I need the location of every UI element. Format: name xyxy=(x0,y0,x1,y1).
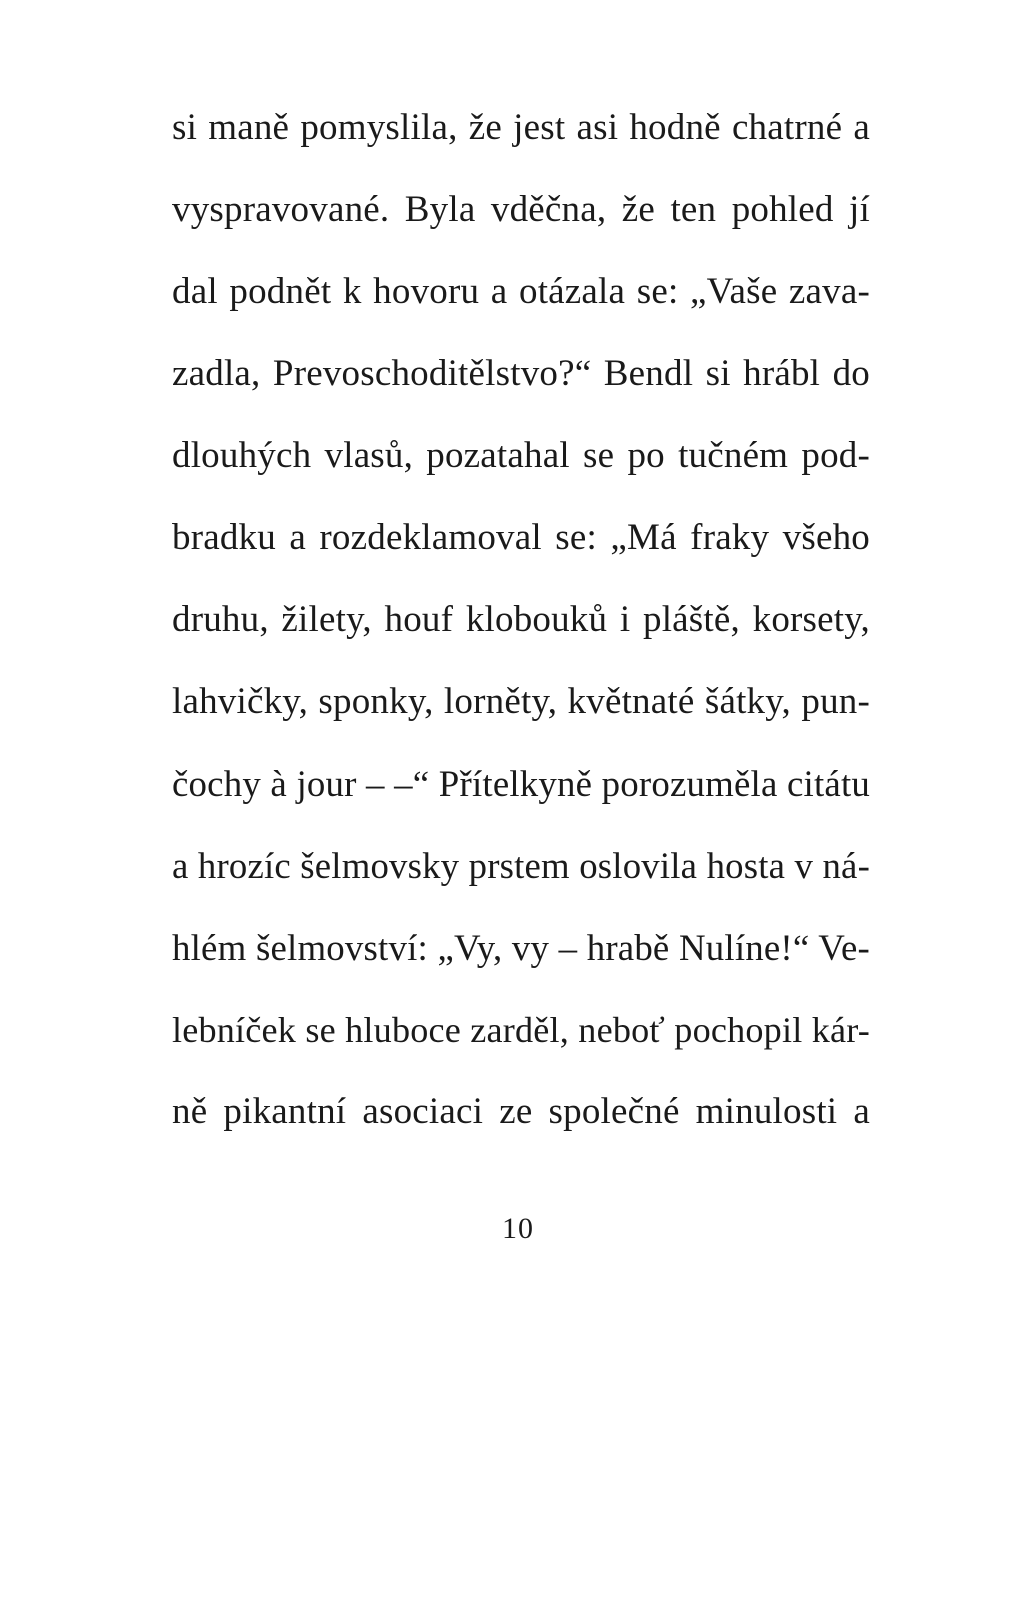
text-line: dlouhých vlasů, pozatahal se po tučném pod- xyxy=(172,435,870,476)
text-line: ně pikantní asociaci ze společné minulosti a xyxy=(172,1091,870,1132)
page-number: 10 xyxy=(502,1212,534,1245)
text-line: druhu, žilety, houf klobouků i pláště, korsety, xyxy=(172,599,870,640)
body-text xyxy=(172,98,870,1164)
text-line: lebníček se hluboce zarděl, neboť pochopil kár- xyxy=(172,1010,870,1050)
text-line: čochy à jour – –“ Přítelkyně porozuměla citátu xyxy=(172,763,870,804)
text-line: bradku a rozdeklamoval se: „Má fraky všeho xyxy=(172,517,870,558)
text-line: vyspravované. Byla vděčna, že ten pohled jí xyxy=(172,189,870,230)
text-line: zadla, Prevoschoditělstvo?“ Bendl si hrábl do xyxy=(172,353,870,394)
text-line: si maně pomyslila, že jest asi hodně chatrné a xyxy=(172,107,870,148)
text-line: dal podnět k hovoru a otázala se: „Vaše zava- xyxy=(172,271,870,312)
text-line: a hrozíc šelmovsky prstem oslovila hosta v ná- xyxy=(172,845,870,886)
text-line: hlém šelmovství: „Vy, vy – hrabě Nulíne!“ Ve- xyxy=(172,927,870,968)
text-line: lahvičky, sponky, lorněty, květnaté šátky, pun- xyxy=(172,681,870,722)
